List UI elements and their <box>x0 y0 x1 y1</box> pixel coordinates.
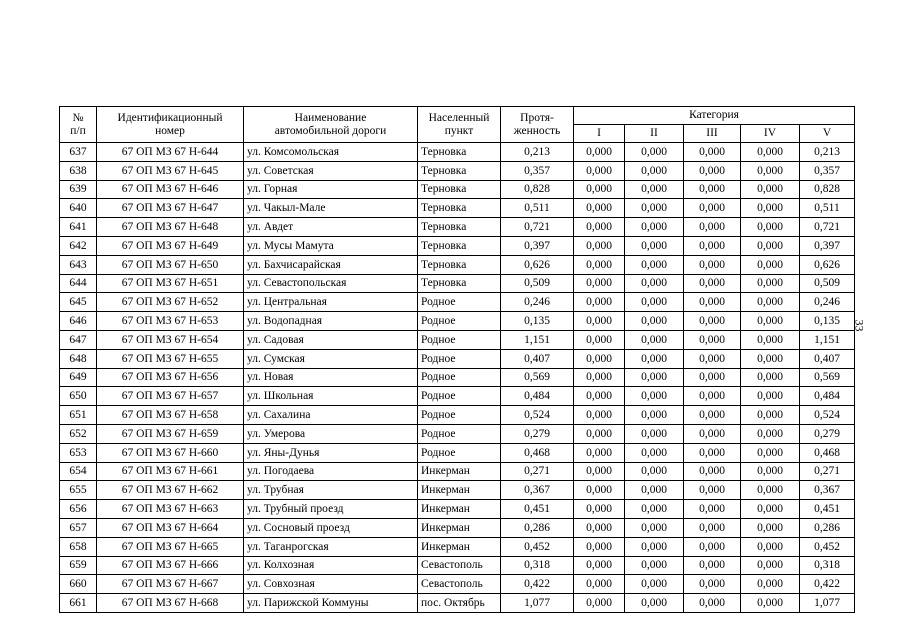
row-number-cell: 642 <box>60 236 97 255</box>
category-3-cell: 0,000 <box>684 368 741 387</box>
road-name-cell: ул. Сахалина <box>244 406 418 425</box>
locality-cell: Терновка <box>418 236 501 255</box>
length-cell: 1,077 <box>501 594 574 613</box>
category-3-cell: 0,000 <box>684 443 741 462</box>
category-3-cell: 0,000 <box>684 236 741 255</box>
table-row <box>60 180 855 199</box>
category-1-cell: 0,000 <box>574 462 625 481</box>
category-2-cell: 0,000 <box>625 274 684 293</box>
header-cat-1: I <box>574 125 625 143</box>
category-1-cell: 0,000 <box>574 594 625 613</box>
category-1-cell: 0,000 <box>574 349 625 368</box>
table-row <box>60 236 855 255</box>
category-1-cell: 0,000 <box>574 387 625 406</box>
road-name-cell: ул. Центральная <box>244 293 418 312</box>
road-name-cell: ул. Трубная <box>244 481 418 500</box>
road-name-cell: ул. Парижской Коммуны <box>244 594 418 613</box>
category-3-cell: 0,000 <box>684 180 741 199</box>
road-id-cell: 67 ОП МЗ 67 Н-647 <box>97 199 244 218</box>
category-4-cell: 0,000 <box>741 462 800 481</box>
row-number-cell: 659 <box>60 556 97 575</box>
row-number-cell: 661 <box>60 594 97 613</box>
category-1-cell: 0,000 <box>574 255 625 274</box>
road-name-cell: ул. Новая <box>244 368 418 387</box>
category-4-cell: 0,000 <box>741 180 800 199</box>
locality-cell: Родное <box>418 349 501 368</box>
table-row <box>60 462 855 481</box>
category-5-cell: 0,509 <box>800 274 855 293</box>
header-locality-label: Населенный пункт <box>428 111 490 137</box>
header-cat-3: III <box>684 125 741 143</box>
locality-cell: Терновка <box>418 161 501 180</box>
category-1-cell: 0,000 <box>574 143 625 162</box>
table-row <box>60 594 855 613</box>
road-name-cell: ул. Комсомольская <box>244 143 418 162</box>
category-3-cell: 0,000 <box>684 143 741 162</box>
road-id-cell: 67 ОП МЗ 67 Н-658 <box>97 406 244 425</box>
table-row <box>60 349 855 368</box>
road-name-cell: ул. Погодаева <box>244 462 418 481</box>
length-cell: 0,524 <box>501 406 574 425</box>
category-4-cell: 0,000 <box>741 424 800 443</box>
category-2-cell: 0,000 <box>625 255 684 274</box>
category-4-cell: 0,000 <box>741 312 800 331</box>
header-id-label: Идентификационный номер <box>117 111 223 137</box>
length-cell: 0,213 <box>501 143 574 162</box>
category-3-cell: 0,000 <box>684 312 741 331</box>
category-5-cell: 0,721 <box>800 218 855 237</box>
category-2-cell: 0,000 <box>625 218 684 237</box>
road-id-cell: 67 ОП МЗ 67 Н-661 <box>97 462 244 481</box>
category-5-cell: 0,484 <box>800 387 855 406</box>
road-id-cell: 67 ОП МЗ 67 Н-662 <box>97 481 244 500</box>
length-cell: 0,721 <box>501 218 574 237</box>
locality-cell: Терновка <box>418 199 501 218</box>
length-cell: 0,407 <box>501 349 574 368</box>
table-row <box>60 556 855 575</box>
length-cell: 0,367 <box>501 481 574 500</box>
road-id-cell: 67 ОП МЗ 67 Н-644 <box>97 143 244 162</box>
road-id-cell: 67 ОП МЗ 67 Н-659 <box>97 424 244 443</box>
category-5-cell: 0,397 <box>800 236 855 255</box>
locality-cell: Родное <box>418 443 501 462</box>
header-category: Категория <box>574 107 855 125</box>
road-name-cell: ул. Колхозная <box>244 556 418 575</box>
length-cell: 0,828 <box>501 180 574 199</box>
category-3-cell: 0,000 <box>684 500 741 519</box>
length-cell: 0,397 <box>501 236 574 255</box>
row-number-cell: 637 <box>60 143 97 162</box>
locality-cell: Родное <box>418 406 501 425</box>
locality-cell: Терновка <box>418 255 501 274</box>
category-5-cell: 0,524 <box>800 406 855 425</box>
category-5-cell: 0,828 <box>800 180 855 199</box>
road-id-cell: 67 ОП МЗ 67 Н-651 <box>97 274 244 293</box>
category-1-cell: 0,000 <box>574 500 625 519</box>
category-5-cell: 0,451 <box>800 500 855 519</box>
category-1-cell: 0,000 <box>574 180 625 199</box>
locality-cell: Родное <box>418 312 501 331</box>
category-5-cell: 0,407 <box>800 349 855 368</box>
road-id-cell: 67 ОП МЗ 67 Н-657 <box>97 387 244 406</box>
row-number-cell: 644 <box>60 274 97 293</box>
header-name <box>244 107 418 143</box>
row-number-cell: 638 <box>60 161 97 180</box>
category-4-cell: 0,000 <box>741 293 800 312</box>
category-1-cell: 0,000 <box>574 443 625 462</box>
road-name-cell: ул. Школьная <box>244 387 418 406</box>
category-2-cell: 0,000 <box>625 180 684 199</box>
category-2-cell: 0,000 <box>625 594 684 613</box>
locality-cell: Инкерман <box>418 500 501 519</box>
road-id-cell: 67 ОП МЗ 67 Н-649 <box>97 236 244 255</box>
road-name-cell: ул. Бахчисарайская <box>244 255 418 274</box>
header-cat-5: V <box>800 125 855 143</box>
category-5-cell: 1,151 <box>800 330 855 349</box>
category-3-cell: 0,000 <box>684 518 741 537</box>
row-number-cell: 649 <box>60 368 97 387</box>
category-3-cell: 0,000 <box>684 594 741 613</box>
length-cell: 0,484 <box>501 387 574 406</box>
category-4-cell: 0,000 <box>741 349 800 368</box>
category-3-cell: 0,000 <box>684 406 741 425</box>
locality-cell: Терновка <box>418 143 501 162</box>
length-cell: 0,279 <box>501 424 574 443</box>
road-name-cell: ул. Советская <box>244 161 418 180</box>
category-1-cell: 0,000 <box>574 161 625 180</box>
locality-cell: Севастополь <box>418 556 501 575</box>
table-row <box>60 274 855 293</box>
category-5-cell: 0,357 <box>800 161 855 180</box>
category-1-cell: 0,000 <box>574 330 625 349</box>
length-cell: 0,135 <box>501 312 574 331</box>
category-1-cell: 0,000 <box>574 424 625 443</box>
category-2-cell: 0,000 <box>625 349 684 368</box>
category-2-cell: 0,000 <box>625 443 684 462</box>
header-cat-4: IV <box>741 125 800 143</box>
road-name-cell: ул. Таганрогская <box>244 537 418 556</box>
category-3-cell: 0,000 <box>684 556 741 575</box>
category-1-cell: 0,000 <box>574 236 625 255</box>
length-cell: 0,271 <box>501 462 574 481</box>
length-cell: 0,511 <box>501 199 574 218</box>
row-number-cell: 647 <box>60 330 97 349</box>
row-number-cell: 657 <box>60 518 97 537</box>
road-name-cell: ул. Чакыл-Мале <box>244 199 418 218</box>
table-row <box>60 518 855 537</box>
road-name-cell: ул. Сумская <box>244 349 418 368</box>
road-id-cell: 67 ОП МЗ 67 Н-667 <box>97 575 244 594</box>
category-3-cell: 0,000 <box>684 387 741 406</box>
table-row <box>60 443 855 462</box>
locality-cell: Терновка <box>418 274 501 293</box>
table-row <box>60 143 855 162</box>
category-2-cell: 0,000 <box>625 481 684 500</box>
category-5-cell: 0,511 <box>800 199 855 218</box>
category-2-cell: 0,000 <box>625 406 684 425</box>
category-1-cell: 0,000 <box>574 556 625 575</box>
row-number-cell: 648 <box>60 349 97 368</box>
road-id-cell: 67 ОП МЗ 67 Н-650 <box>97 255 244 274</box>
category-5-cell: 0,626 <box>800 255 855 274</box>
category-2-cell: 0,000 <box>625 143 684 162</box>
row-number-cell: 653 <box>60 443 97 462</box>
page-number: 33 <box>852 319 867 332</box>
category-4-cell: 0,000 <box>741 255 800 274</box>
category-1-cell: 0,000 <box>574 481 625 500</box>
header-cat-2: II <box>625 125 684 143</box>
category-3-cell: 0,000 <box>684 255 741 274</box>
locality-cell: Инкерман <box>418 518 501 537</box>
road-name-cell: ул. Трубный проезд <box>244 500 418 519</box>
category-3-cell: 0,000 <box>684 218 741 237</box>
locality-cell: Терновка <box>418 218 501 237</box>
category-5-cell: 0,286 <box>800 518 855 537</box>
table-row <box>60 218 855 237</box>
locality-cell: Родное <box>418 424 501 443</box>
header-num-label: № п/п <box>70 111 86 137</box>
category-4-cell: 0,000 <box>741 199 800 218</box>
row-number-cell: 641 <box>60 218 97 237</box>
category-4-cell: 0,000 <box>741 556 800 575</box>
length-cell: 0,286 <box>501 518 574 537</box>
road-name-cell: ул. Умерова <box>244 424 418 443</box>
category-3-cell: 0,000 <box>684 349 741 368</box>
table-row <box>60 312 855 331</box>
category-2-cell: 0,000 <box>625 330 684 349</box>
road-id-cell: 67 ОП МЗ 67 Н-646 <box>97 180 244 199</box>
table-row <box>60 293 855 312</box>
road-id-cell: 67 ОП МЗ 67 Н-653 <box>97 312 244 331</box>
category-2-cell: 0,000 <box>625 424 684 443</box>
category-2-cell: 0,000 <box>625 236 684 255</box>
locality-cell: Родное <box>418 368 501 387</box>
table-row <box>60 387 855 406</box>
category-5-cell: 0,468 <box>800 443 855 462</box>
category-2-cell: 0,000 <box>625 556 684 575</box>
category-5-cell: 0,422 <box>800 575 855 594</box>
category-3-cell: 0,000 <box>684 161 741 180</box>
category-2-cell: 0,000 <box>625 368 684 387</box>
locality-cell: Родное <box>418 387 501 406</box>
category-1-cell: 0,000 <box>574 518 625 537</box>
table-row <box>60 161 855 180</box>
row-number-cell: 652 <box>60 424 97 443</box>
header-row-1 <box>60 107 855 125</box>
length-cell: 0,626 <box>501 255 574 274</box>
category-5-cell: 1,077 <box>800 594 855 613</box>
table-body <box>60 143 855 613</box>
row-number-cell: 656 <box>60 500 97 519</box>
locality-cell: Севастополь <box>418 575 501 594</box>
category-4-cell: 0,000 <box>741 330 800 349</box>
table-row <box>60 199 855 218</box>
category-5-cell: 0,213 <box>800 143 855 162</box>
table-row <box>60 406 855 425</box>
category-2-cell: 0,000 <box>625 387 684 406</box>
category-3-cell: 0,000 <box>684 575 741 594</box>
category-2-cell: 0,000 <box>625 462 684 481</box>
length-cell: 0,246 <box>501 293 574 312</box>
road-name-cell: ул. Яны-Дунья <box>244 443 418 462</box>
category-4-cell: 0,000 <box>741 406 800 425</box>
category-3-cell: 0,000 <box>684 293 741 312</box>
category-3-cell: 0,000 <box>684 330 741 349</box>
road-id-cell: 67 ОП МЗ 67 Н-663 <box>97 500 244 519</box>
road-name-cell: ул. Сосновый проезд <box>244 518 418 537</box>
row-number-cell: 643 <box>60 255 97 274</box>
category-1-cell: 0,000 <box>574 368 625 387</box>
category-4-cell: 0,000 <box>741 575 800 594</box>
length-cell: 0,452 <box>501 537 574 556</box>
category-2-cell: 0,000 <box>625 312 684 331</box>
category-5-cell: 0,569 <box>800 368 855 387</box>
length-cell: 1,151 <box>501 330 574 349</box>
category-4-cell: 0,000 <box>741 500 800 519</box>
row-number-cell: 640 <box>60 199 97 218</box>
category-1-cell: 0,000 <box>574 218 625 237</box>
row-number-cell: 655 <box>60 481 97 500</box>
category-1-cell: 0,000 <box>574 406 625 425</box>
category-2-cell: 0,000 <box>625 537 684 556</box>
category-2-cell: 0,000 <box>625 199 684 218</box>
locality-cell: Родное <box>418 330 501 349</box>
header-id <box>97 107 244 143</box>
category-4-cell: 0,000 <box>741 537 800 556</box>
header-length <box>501 107 574 143</box>
locality-cell: Родное <box>418 293 501 312</box>
category-2-cell: 0,000 <box>625 293 684 312</box>
length-cell: 0,451 <box>501 500 574 519</box>
header-num <box>60 107 97 143</box>
category-5-cell: 0,318 <box>800 556 855 575</box>
row-number-cell: 639 <box>60 180 97 199</box>
road-name-cell: ул. Авдет <box>244 218 418 237</box>
category-4-cell: 0,000 <box>741 518 800 537</box>
row-number-cell: 654 <box>60 462 97 481</box>
header-locality <box>418 107 501 143</box>
row-number-cell: 651 <box>60 406 97 425</box>
category-4-cell: 0,000 <box>741 594 800 613</box>
road-id-cell: 67 ОП МЗ 67 Н-656 <box>97 368 244 387</box>
category-1-cell: 0,000 <box>574 274 625 293</box>
length-cell: 0,422 <box>501 575 574 594</box>
locality-cell: Инкерман <box>418 481 501 500</box>
category-5-cell: 0,271 <box>800 462 855 481</box>
category-3-cell: 0,000 <box>684 424 741 443</box>
row-number-cell: 646 <box>60 312 97 331</box>
category-1-cell: 0,000 <box>574 575 625 594</box>
road-id-cell: 67 ОП МЗ 67 Н-664 <box>97 518 244 537</box>
road-name-cell: ул. Совхозная <box>244 575 418 594</box>
row-number-cell: 660 <box>60 575 97 594</box>
category-3-cell: 0,000 <box>684 537 741 556</box>
road-name-cell: ул. Водопадная <box>244 312 418 331</box>
category-4-cell: 0,000 <box>741 143 800 162</box>
header-name-label: Наименование автомобильной дороги <box>274 111 387 137</box>
road-id-cell: 67 ОП МЗ 67 Н-648 <box>97 218 244 237</box>
category-1-cell: 0,000 <box>574 199 625 218</box>
row-number-cell: 658 <box>60 537 97 556</box>
category-2-cell: 0,000 <box>625 161 684 180</box>
category-2-cell: 0,000 <box>625 518 684 537</box>
road-id-cell: 67 ОП МЗ 67 Н-666 <box>97 556 244 575</box>
category-4-cell: 0,000 <box>741 481 800 500</box>
locality-cell: Инкерман <box>418 537 501 556</box>
category-3-cell: 0,000 <box>684 274 741 293</box>
road-id-cell: 67 ОП МЗ 67 Н-654 <box>97 330 244 349</box>
table-row <box>60 500 855 519</box>
category-5-cell: 0,367 <box>800 481 855 500</box>
road-id-cell: 67 ОП МЗ 67 Н-652 <box>97 293 244 312</box>
category-4-cell: 0,000 <box>741 236 800 255</box>
table-row <box>60 368 855 387</box>
category-3-cell: 0,000 <box>684 199 741 218</box>
category-1-cell: 0,000 <box>574 537 625 556</box>
category-5-cell: 0,135 <box>800 312 855 331</box>
road-id-cell: 67 ОП МЗ 67 Н-665 <box>97 537 244 556</box>
category-2-cell: 0,000 <box>625 500 684 519</box>
length-cell: 0,357 <box>501 161 574 180</box>
length-cell: 0,509 <box>501 274 574 293</box>
table-row <box>60 255 855 274</box>
road-id-cell: 67 ОП МЗ 67 Н-660 <box>97 443 244 462</box>
category-4-cell: 0,000 <box>741 443 800 462</box>
roads-table <box>59 106 855 613</box>
row-number-cell: 650 <box>60 387 97 406</box>
table-row <box>60 424 855 443</box>
category-4-cell: 0,000 <box>741 161 800 180</box>
category-5-cell: 0,452 <box>800 537 855 556</box>
row-number-cell: 645 <box>60 293 97 312</box>
locality-cell: Терновка <box>418 180 501 199</box>
category-1-cell: 0,000 <box>574 293 625 312</box>
length-cell: 0,468 <box>501 443 574 462</box>
category-5-cell: 0,279 <box>800 424 855 443</box>
locality-cell: пос. Октябрь <box>418 594 501 613</box>
category-3-cell: 0,000 <box>684 481 741 500</box>
category-4-cell: 0,000 <box>741 387 800 406</box>
table-row <box>60 481 855 500</box>
category-5-cell: 0,246 <box>800 293 855 312</box>
road-name-cell: ул. Садовая <box>244 330 418 349</box>
road-id-cell: 67 ОП МЗ 67 Н-655 <box>97 349 244 368</box>
category-1-cell: 0,000 <box>574 312 625 331</box>
road-id-cell: 67 ОП МЗ 67 Н-645 <box>97 161 244 180</box>
road-name-cell: ул. Мусы Мамута <box>244 236 418 255</box>
category-4-cell: 0,000 <box>741 218 800 237</box>
category-4-cell: 0,000 <box>741 274 800 293</box>
table-row <box>60 330 855 349</box>
locality-cell: Инкерман <box>418 462 501 481</box>
header-length-label: Протя- женность <box>513 111 561 137</box>
road-name-cell: ул. Горная <box>244 180 418 199</box>
table-row <box>60 537 855 556</box>
category-4-cell: 0,000 <box>741 368 800 387</box>
length-cell: 0,569 <box>501 368 574 387</box>
table-row <box>60 575 855 594</box>
length-cell: 0,318 <box>501 556 574 575</box>
category-2-cell: 0,000 <box>625 575 684 594</box>
road-name-cell: ул. Севастопольская <box>244 274 418 293</box>
road-id-cell: 67 ОП МЗ 67 Н-668 <box>97 594 244 613</box>
category-3-cell: 0,000 <box>684 462 741 481</box>
